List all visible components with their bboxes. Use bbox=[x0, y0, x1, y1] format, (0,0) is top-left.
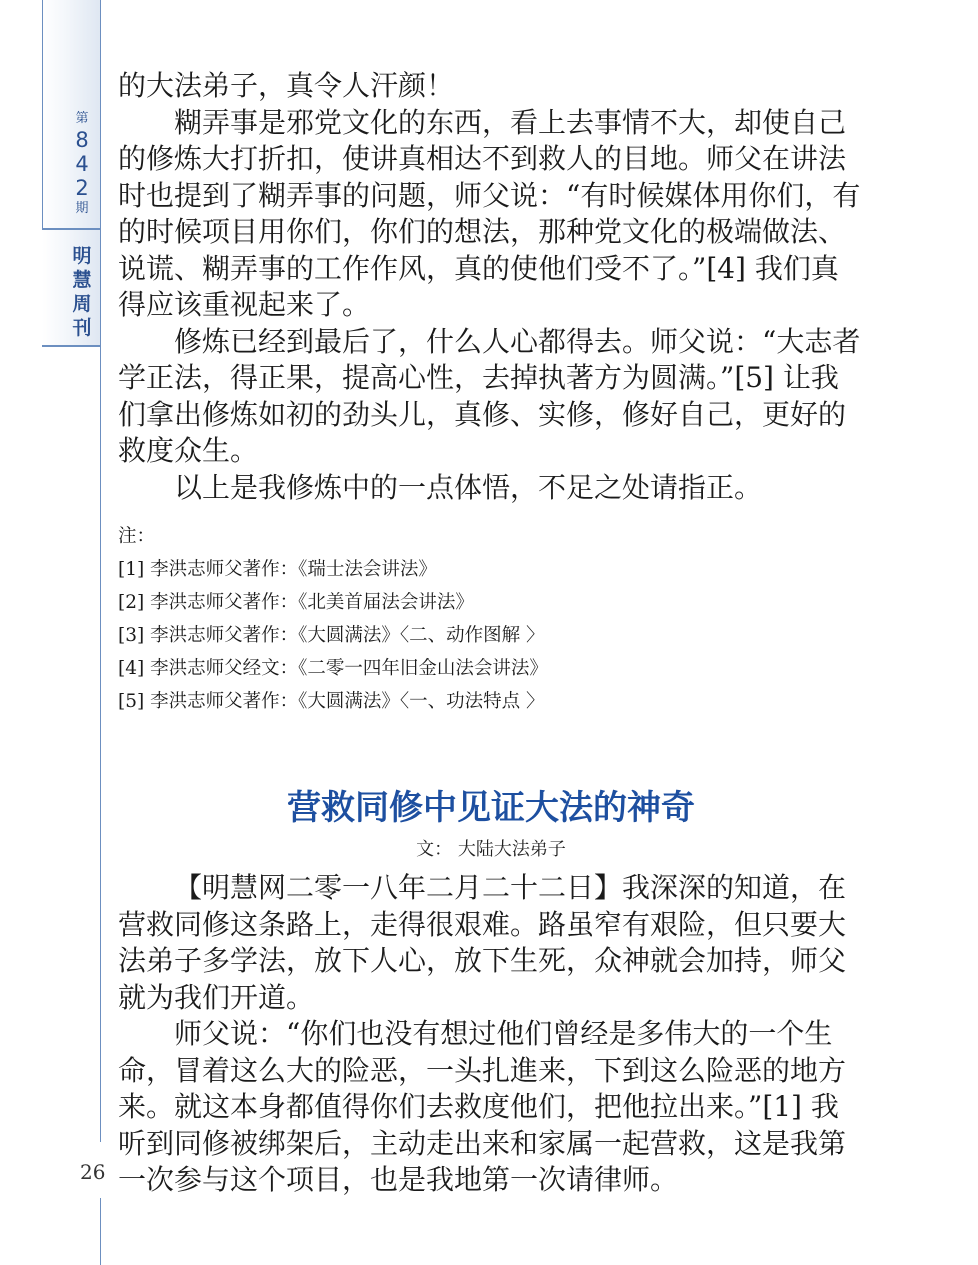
sidebar-left-rule bbox=[42, 0, 43, 230]
footnote: [3] 李洪志师父著作：《大圆满法》〈二、动作图解 〉 bbox=[118, 625, 545, 646]
article-author: 文： 大陆大法弟子 bbox=[416, 839, 566, 860]
magazine-char: 明 bbox=[72, 245, 92, 267]
sidebar-divider bbox=[42, 228, 100, 230]
paragraph: 糊弄事是邪党文化的东西，看上去事情不大，却使自己的修炼大打折扣，使讲真相达不到救人的目地。师父在讲法时也提到了糊弄事的问题，师父说：“有时候媒体用你们，有的时候项目用你们，你们的想法，那种党文化的极端做法、说谎、糊弄事的工作作风，真的使他们受不了。”[4] 我们真得应该重视起来了。 bbox=[118, 105, 861, 321]
issue-digit: 4 bbox=[75, 152, 89, 176]
issue-suffix: 期 bbox=[75, 201, 89, 216]
magazine-char: 刊 bbox=[72, 317, 92, 339]
paragraph: 的大法弟子，真令人汗颜！ bbox=[118, 69, 455, 102]
notes-label: 注： bbox=[118, 526, 156, 547]
footnote: [2] 李洪志师父著作：《北美首届法会讲法》 bbox=[118, 592, 474, 613]
paragraph: 修炼已经到最后了，什么人心都得去。师父说：“大志者学正法，得正果，提高心性，去掉执著方为圆满。”[5] 让我们拿出修炼如初的劲头儿，真修、实修，修好自己，更好的救度众生。 bbox=[118, 324, 861, 467]
page-number: 26 bbox=[80, 1160, 106, 1184]
page-content bbox=[118, 68, 864, 1199]
issue-digit: 8 bbox=[75, 128, 89, 152]
magazine-char: 周 bbox=[72, 293, 92, 315]
paragraph: 以上是我修炼中的一点体悟，不足之处请指正。 bbox=[174, 470, 763, 504]
footnotes bbox=[118, 520, 864, 718]
issue-number bbox=[62, 110, 102, 218]
issue-prefix: 第 bbox=[75, 111, 89, 126]
magazine-name bbox=[62, 244, 102, 340]
footnote: [1] 李洪志师父著作：《瑞士法会讲法》 bbox=[118, 559, 437, 580]
paragraph: 【明慧网二零一八年二月二十二日】我深深的知道，在营救同修这条路上，走得很艰难。路虽窄有艰险，但只要大法弟子多学法，放下人心，放下生死，众神就会加持，师父就为我们开道。 bbox=[118, 871, 847, 1014]
footnote: [4] 李洪志师父经文：《二零一四年旧金山法会讲法》 bbox=[118, 658, 548, 679]
article-title: 营救同修中见证大法的神奇 bbox=[287, 788, 695, 828]
margin-rule-bottom bbox=[100, 1198, 101, 1265]
footnote: [5] 李洪志师父著作：《大圆满法》〈一、功法特点 〉 bbox=[118, 691, 545, 712]
issue-digit: 2 bbox=[75, 176, 89, 200]
magazine-char: 慧 bbox=[72, 269, 92, 291]
paragraph: 师父说：“你们也没有想过他们曾经是多伟大的一个生命，冒着这么大的险恶，一头扎進来，下到这么险恶的地方来。就这本身都值得你们去救度他们，把他拉出来。”[1] 我听到同修被绑架后，主动走出来和家属一起营救，这是我第一次参与这个项目，也是我地第一次请律师。 bbox=[118, 1017, 847, 1196]
